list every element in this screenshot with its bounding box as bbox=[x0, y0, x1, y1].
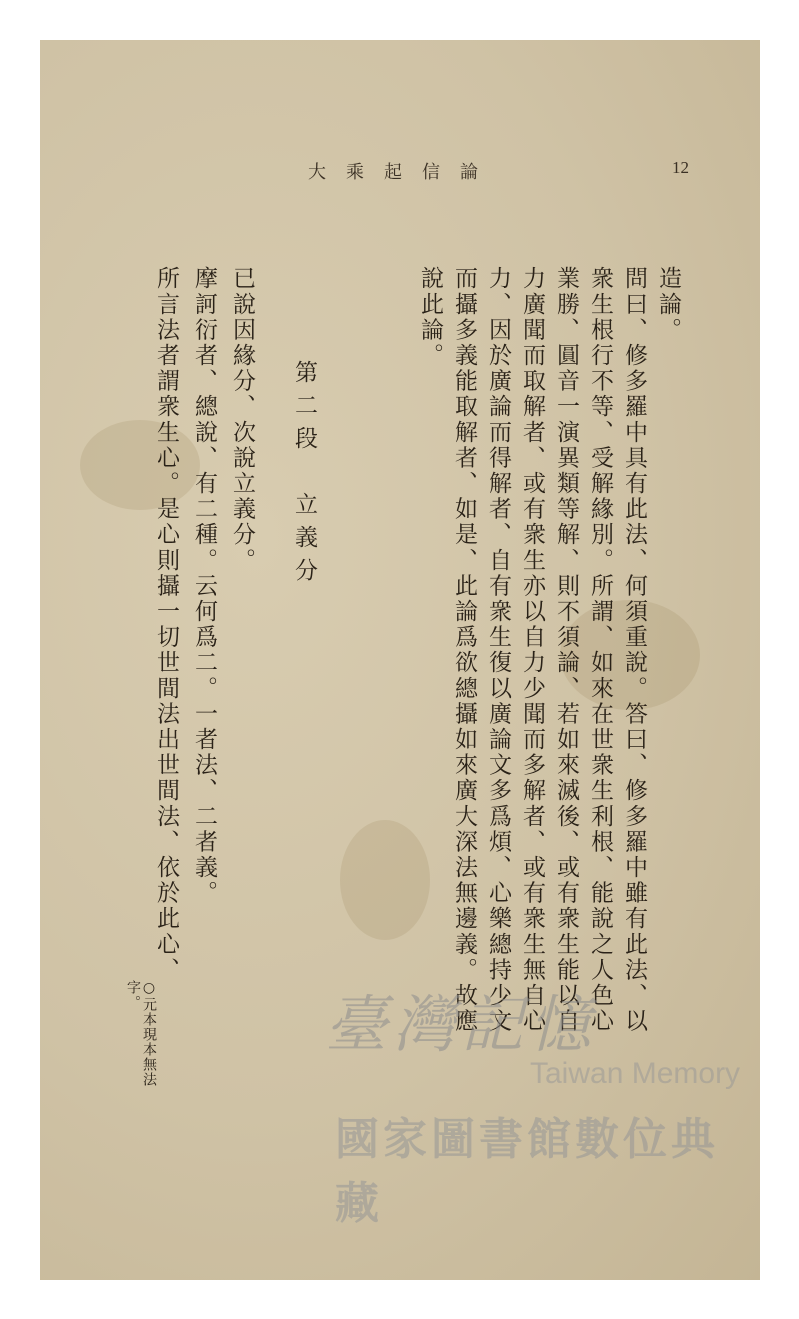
text-column: 業勝、圓音一演異類等解、則不須論、若如來滅後、或有衆生能以自 bbox=[553, 266, 579, 1034]
watermark-chinese: 國家圖書館數位典藏 bbox=[335, 1114, 719, 1229]
text-column: 衆生根行不等、受解緣別。所謂、如來在世衆生利根、能說之人色心 bbox=[587, 266, 613, 1034]
paper-stain bbox=[80, 420, 200, 510]
watermark-calligraphy: 臺灣記憶 bbox=[325, 988, 598, 1061]
footnote: 字。 bbox=[125, 980, 141, 1010]
section-heading: 第二段 立義分 bbox=[291, 360, 317, 591]
text-column: 力、因於廣論而得解者、自有衆生復以廣論文多爲煩、心樂總持少文 bbox=[485, 266, 511, 1034]
text-column: 力廣聞而取解者、或有衆生亦以自力少聞而多解者、或有衆生無自心 bbox=[519, 266, 545, 1034]
text-column: 而攝多義能取解者、如是、此論爲欲總攝如來廣大深法無邊義。故應 bbox=[451, 266, 477, 1034]
text-column: 造論。 bbox=[655, 266, 681, 343]
paper-stain bbox=[340, 820, 430, 940]
running-header-title: 大乘起信論 bbox=[308, 162, 498, 183]
text-column: 摩訶衍者、總說、有二種。云何爲二。一者法、二者義。 bbox=[191, 266, 217, 906]
page-number: 12 bbox=[672, 158, 689, 177]
text-column: 所言法者謂衆生心。是心則攝一切世間法出世間法、依於此心、 bbox=[153, 266, 179, 983]
book-page bbox=[40, 40, 760, 1280]
watermark-english: Taiwan Memory bbox=[530, 1057, 741, 1090]
text-column: 問曰、修多羅中具有此法、何須重說。答曰、修多羅中雖有此法、以 bbox=[621, 266, 647, 1034]
text-column: 說此論。 bbox=[417, 266, 443, 369]
footnote: ○元本現本無法 bbox=[141, 980, 157, 1087]
text-column: 已說因緣分、次說立義分。 bbox=[229, 266, 255, 574]
watermark bbox=[325, 975, 755, 1229]
